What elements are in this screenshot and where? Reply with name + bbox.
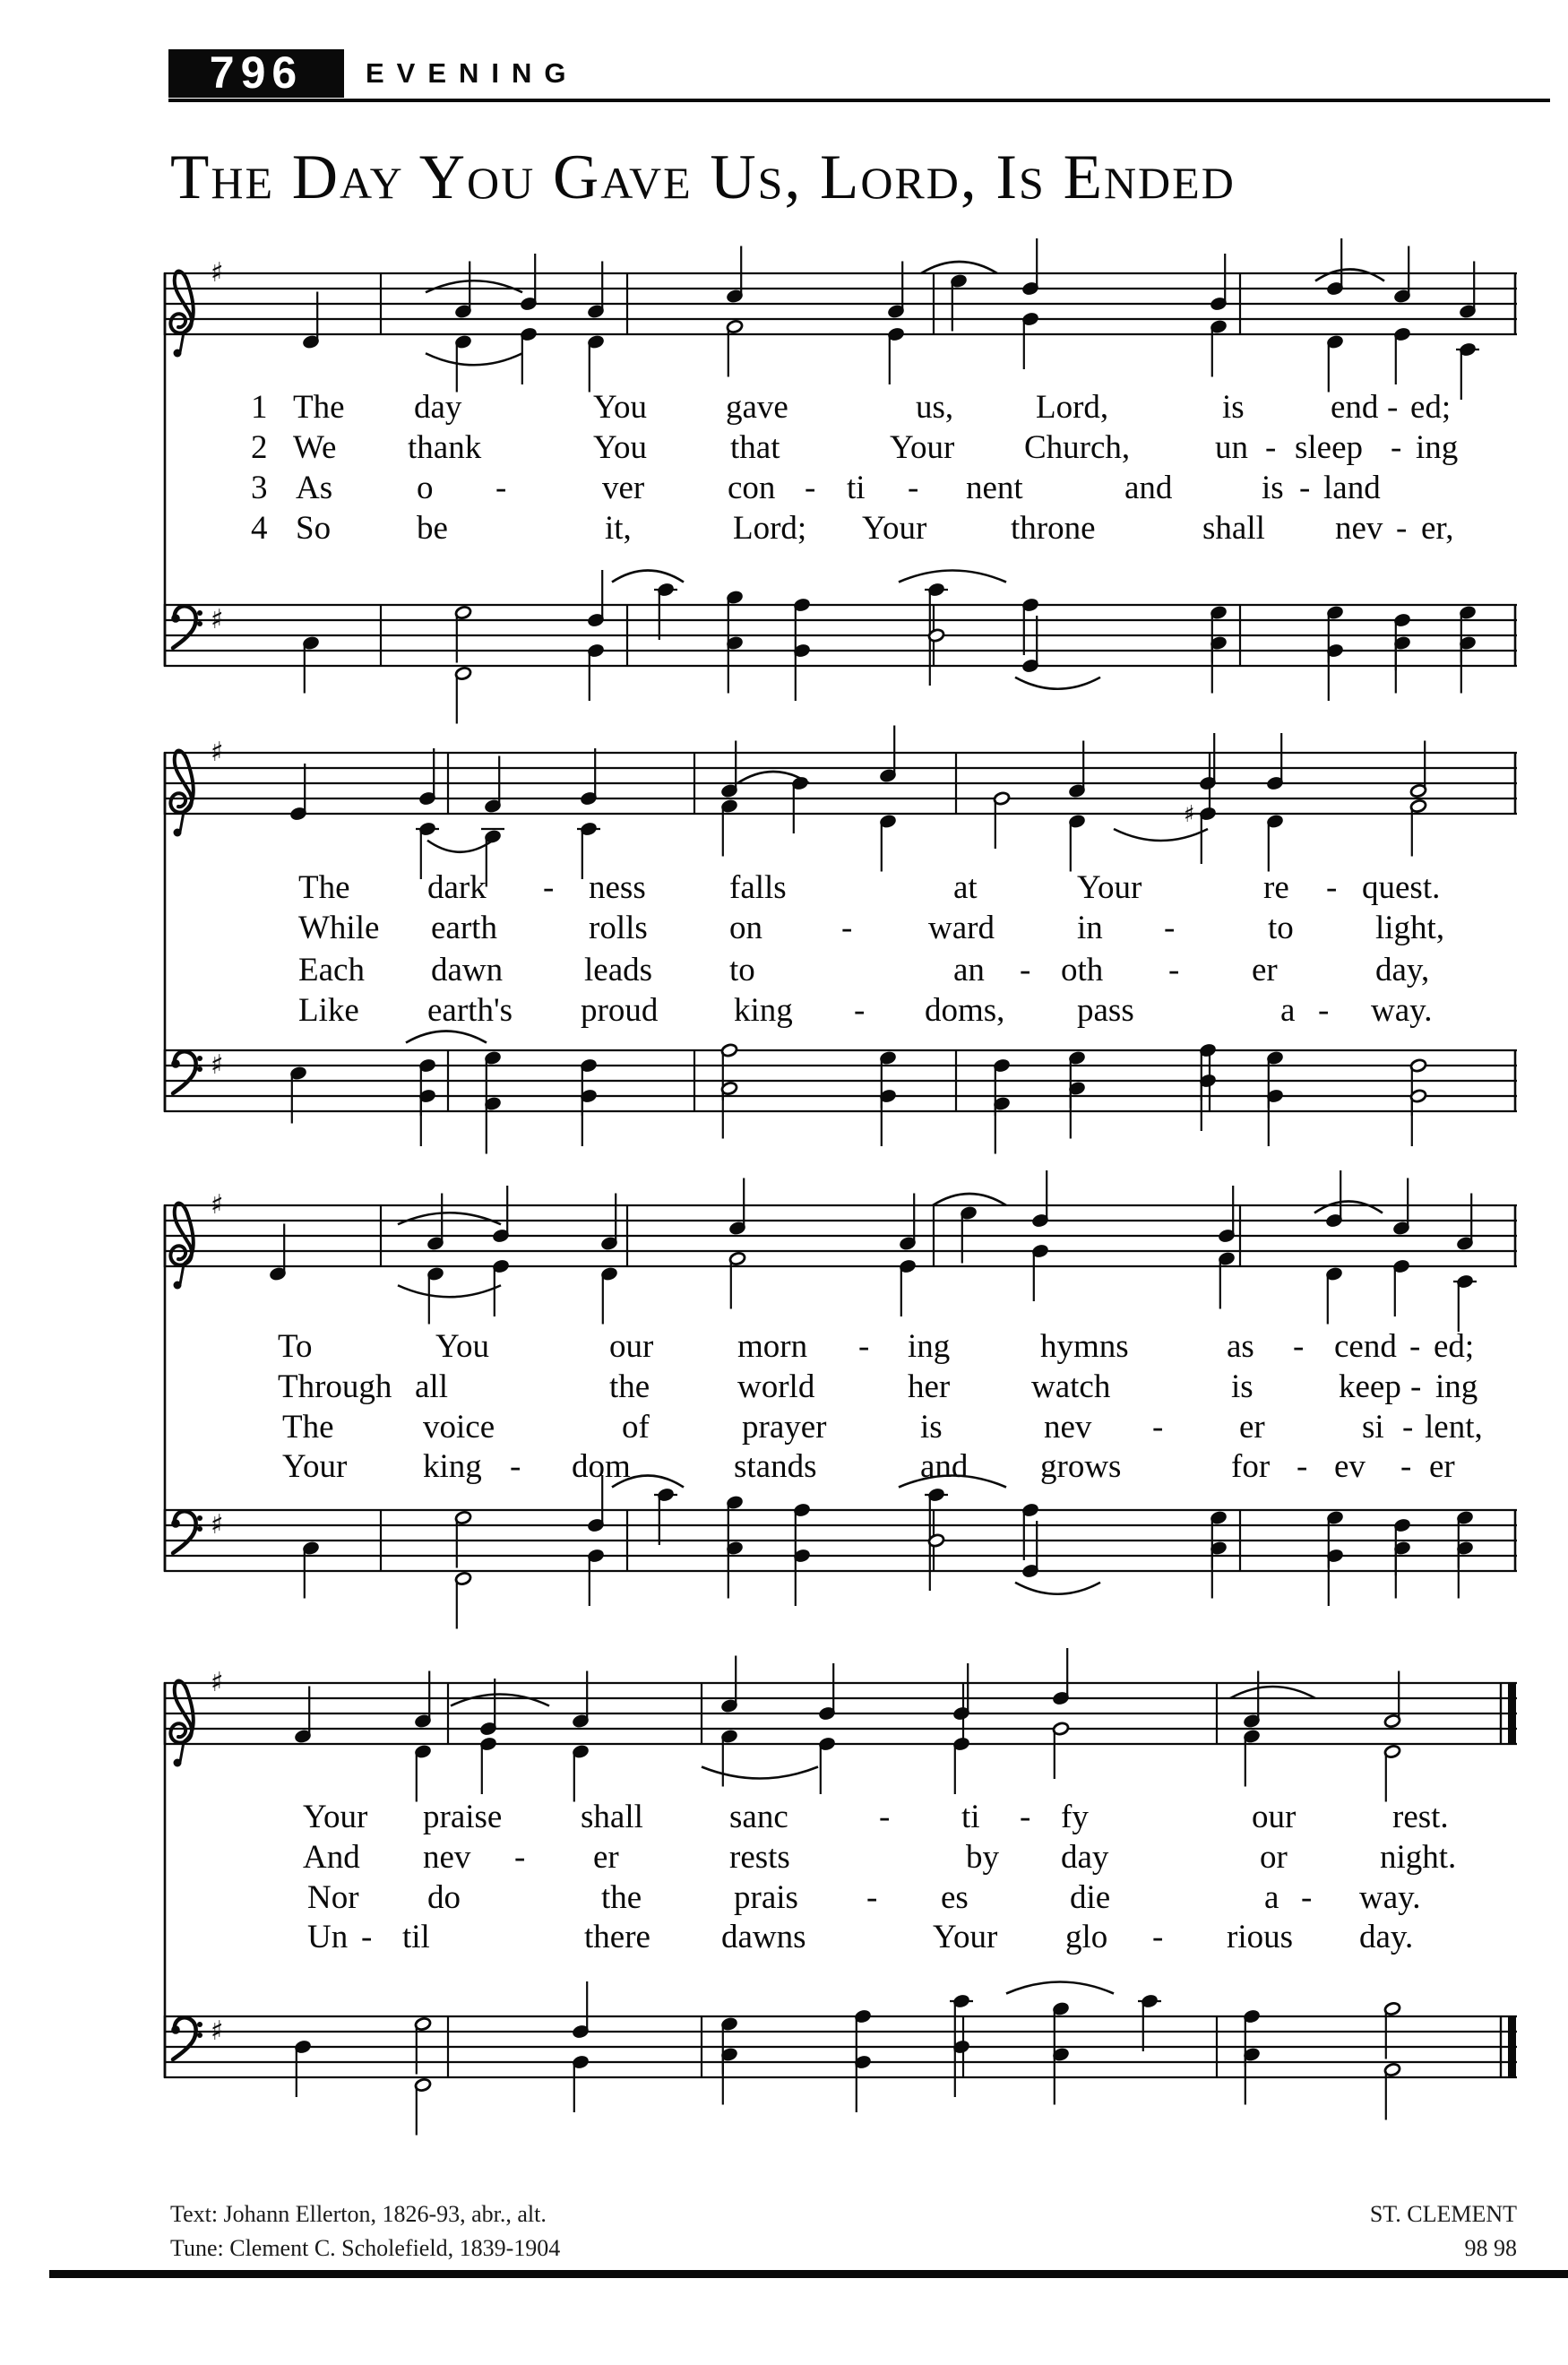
svg-text:♯: ♯ [1184,801,1195,828]
lyric-syllable: ev [1334,1448,1366,1485]
lyric-syllable: glo [1065,1919,1108,1955]
lyric-syllable: is [1231,1368,1254,1405]
tune-info [1370,2200,1517,2268]
lyric-syllable: er [1429,1448,1455,1485]
lyric-syllable: thank [408,429,482,466]
lyric-syllable: morn [737,1328,808,1365]
lyric-syllable: night. [1380,1839,1457,1876]
lyric-syllable: the [609,1368,650,1405]
lyric-syllable: sleep [1295,429,1364,466]
lyric-syllable: - [879,1799,891,1835]
lyric-syllable: - [854,992,866,1029]
lyric-syllable: grows [1040,1448,1122,1485]
lyric-syllable: Nor [307,1879,359,1916]
lyric-syllable: gave [726,389,788,426]
svg-text:♯: ♯ [211,1049,224,1081]
lyric-syllable: Lord, [1036,389,1109,426]
lyric-syllable: dawn [431,952,504,988]
lyric-syllable: sanc [729,1799,788,1835]
lyric-syllable: falls [729,869,787,906]
lyric-syllable: - [514,1839,526,1876]
lyric-syllable: for [1231,1448,1271,1485]
lyric-syllable: - [1265,429,1277,466]
lyric-syllable: throne [1011,510,1096,547]
lyric-syllable: - [1410,1368,1422,1405]
lyric-syllable: You [593,429,648,466]
lyric-syllable: - [1297,1448,1308,1485]
lyric-syllable: Church, [1024,429,1131,466]
lyric-syllable: Your [933,1919,998,1955]
lyric-syllable: So [296,510,332,547]
lyric-syllable: king [423,1448,482,1485]
lyric-syllable: re [1263,869,1289,906]
lyric-syllable: or [1260,1839,1288,1876]
lyric-syllable: at [953,869,978,906]
svg-text:♯: ♯ [211,737,224,768]
lyric-syllable: day, [1375,952,1430,988]
lyric-syllable: day. [1359,1919,1414,1955]
lyric-syllable: do [427,1879,461,1916]
lyric-syllable: be [417,510,448,547]
lyric-syllable: un [1215,429,1248,466]
svg-text:♯: ♯ [211,1667,224,1698]
lyric-syllable: - [1409,1328,1421,1365]
lyric-syllable: as [1227,1328,1254,1365]
lyric-syllable: - [1152,1919,1164,1955]
lyric-syllable: day [414,389,462,426]
lyric-syllable: - [805,470,816,506]
lyric-syllable: earth's [427,992,513,1029]
lyric-syllable: doms, [925,992,1005,1029]
lyric-syllable: The [293,389,345,426]
lyric-syllable: a [1264,1879,1279,1916]
lyric-syllable: quest. [1362,869,1441,906]
lyric-syllable: cend [1334,1328,1397,1365]
verse-number: 2 [251,429,268,466]
lyric-syllable: all [415,1368,448,1405]
lyric-syllable: - [1391,429,1402,466]
lyric-syllable: an [953,952,985,988]
lyric-syllable: ed; [1434,1328,1475,1365]
lyric-syllable: - [1301,1879,1313,1916]
lyric-syllable: The [298,869,350,906]
lyric-syllable: shall [1202,510,1265,547]
lyric-syllable: Your [303,1799,368,1835]
lyric-syllable: - [1326,869,1338,906]
lyric-syllable: - [841,910,853,946]
lyric-syllable: - [1402,1409,1414,1446]
lyric-syllable: - [1168,952,1180,988]
lyric-syllable: - [1299,470,1311,506]
lyric-syllable: Your [862,510,927,547]
lyric-syllable: - [1020,1799,1031,1835]
lyric-syllable: nev [423,1839,471,1876]
lyric-syllable: praise [423,1799,503,1835]
lyric-syllable: to [729,952,755,988]
lyric-syllable: rests [729,1839,790,1876]
hymn-number: 796 [209,47,304,98]
lyric-syllable: Your [282,1448,348,1485]
lyric-syllable: on [729,910,762,946]
lyric-syllable: - [1400,1448,1412,1485]
svg-text:♯: ♯ [211,257,224,289]
lyric-syllable: to [1268,910,1294,946]
lyric-syllable: ing [908,1328,951,1365]
lyric-syllable: rious [1227,1919,1293,1955]
lyric-syllable: Your [890,429,955,466]
lyric-syllable: Through [278,1368,392,1405]
lyric-syllable: er [1239,1409,1265,1446]
lyric-syllable: way. [1359,1879,1421,1916]
lyric-syllable: hymns [1040,1328,1129,1365]
lyric-syllable: - [510,1448,521,1485]
svg-text:♯: ♯ [211,2015,224,2047]
svg-text:♯: ♯ [211,1189,224,1221]
lyric-syllable: it, [605,510,632,547]
lyric-syllable: lent, [1425,1409,1483,1446]
lyric-syllable: Each [298,952,365,988]
lyric-syllable: keep [1339,1368,1401,1405]
lyric-syllable: a [1280,992,1296,1029]
lyric-syllable: ti [961,1799,980,1835]
lyric-syllable: - [1318,992,1330,1029]
lyric-syllable: watch [1031,1368,1111,1405]
lyric-syllable: world [737,1368,815,1405]
lyric-syllable: - [866,1879,878,1916]
lyric-syllable: ti [847,470,866,506]
verse-number: 1 [251,389,268,426]
lyric-syllable: oth [1061,952,1104,988]
lyric-syllable: day [1061,1839,1109,1876]
lyric-syllable: prais [734,1879,798,1916]
lyric-syllable: While [298,910,380,946]
section-label: EVENING [366,57,579,89]
lyric-syllable: light, [1375,910,1445,946]
lyric-syllable: - [495,470,507,506]
lyric-syllable: - [1152,1409,1164,1446]
lyric-syllable: her [908,1368,951,1405]
lyric-syllable: o [417,470,434,506]
lyric-syllable: ing [1416,429,1459,466]
lyric-syllable: stands [734,1448,817,1485]
lyric-syllable: voice [423,1409,495,1446]
lyric-syllable: ver [602,470,645,506]
lyric-syllable: leads [584,952,653,988]
lyric-syllable: nev [1044,1409,1092,1446]
lyric-syllable: and [920,1448,969,1485]
lyric-syllable: us, [916,389,954,426]
svg-text:♯: ♯ [211,604,224,635]
lyric-syllable: ing [1435,1368,1478,1405]
lyric-syllable: way. [1371,992,1433,1029]
lyric-syllable: es [941,1879,969,1916]
lyric-syllable: - [858,1328,870,1365]
lyric-syllable: To [278,1328,313,1365]
lyric-syllable: - [1387,389,1399,426]
lyric-syllable: in [1077,910,1103,946]
lyric-syllable: The [282,1409,334,1446]
lyric-syllable: er [1252,952,1278,988]
lyric-syllable: ed; [1410,389,1452,426]
text-credit: Text: Johann Ellerton, 1826-93, abr., alt. [170,2201,547,2227]
lyric-syllable: the [601,1879,642,1916]
lyric-syllable: land [1323,470,1381,506]
lyric-syllable: Your [1077,869,1142,906]
lyric-syllable: is [1262,470,1284,506]
lyric-syllable: dom [572,1448,631,1485]
lyric-syllable: As [296,470,333,506]
lyric-syllable: and [1124,470,1173,506]
lyric-syllable: nev [1335,510,1383,547]
verse-number: 3 [251,470,268,506]
lyric-syllable: er [593,1839,619,1876]
meter: 98 98 [1464,2235,1517,2262]
lyric-syllable: fy [1061,1799,1089,1835]
lyric-syllable: Un [307,1919,349,1955]
lyric-syllable: con [728,470,776,506]
lyric-syllable: dark [427,869,487,906]
lyric-syllable: die [1070,1879,1111,1916]
lyric-syllable: king [734,992,793,1029]
lyric-syllable: - [543,869,555,906]
lyric-syllable: is [1222,389,1245,426]
lyric-syllable: of [622,1409,650,1446]
lyric-syllable: shall [581,1799,643,1835]
lyric-syllable: ward [928,910,995,946]
lyric-syllable: And [303,1839,360,1876]
verse-number: 4 [251,510,268,547]
lyric-syllable: - [1293,1328,1305,1365]
lyric-syllable: - [1164,910,1176,946]
lyric-syllable: dawns [721,1919,806,1955]
lyric-syllable: our [1252,1799,1297,1835]
lyric-syllable: by [966,1839,999,1876]
lyric-syllable: You [435,1328,490,1365]
hymn-title: The Day You Gave Us, Lord, Is Ended [170,142,1236,212]
lyric-syllable: - [361,1919,373,1955]
credits [170,2200,560,2268]
lyric-syllable: rest. [1392,1799,1449,1835]
lyric-syllable: - [1396,510,1408,547]
lyric-syllable: there [584,1919,650,1955]
tune-credit: Tune: Clement C. Scholefield, 1839-1904 [170,2235,561,2262]
lyric-syllable: - [908,470,919,506]
lyric-syllable: pass [1077,992,1134,1029]
lyric-syllable: si [1362,1409,1384,1446]
lyric-syllable: end [1331,389,1379,426]
tune-name: ST. CLEMENT [1369,2201,1517,2227]
lyric-syllable: - [1020,952,1031,988]
lyric-syllable: Like [298,992,359,1029]
lyric-syllable: We [293,429,337,466]
svg-text:♯: ♯ [211,1509,224,1541]
lyric-syllable: til [402,1919,430,1955]
lyric-syllable: prayer [742,1409,827,1446]
lyric-syllable: proud [581,992,659,1029]
lyric-syllable: er, [1421,510,1454,547]
lyric-syllable: nent [966,470,1023,506]
lyric-syllable: ness [589,869,646,906]
lyric-syllable: earth [431,910,497,946]
lyric-syllable: is [920,1409,943,1446]
lyric-syllable: our [609,1328,654,1365]
lyric-syllable: that [730,429,780,466]
lyric-syllable: You [593,389,648,426]
lyric-syllable: rolls [589,910,648,946]
page-bottom-rule [49,2270,1568,2278]
lyric-syllable: Lord; [733,510,807,547]
